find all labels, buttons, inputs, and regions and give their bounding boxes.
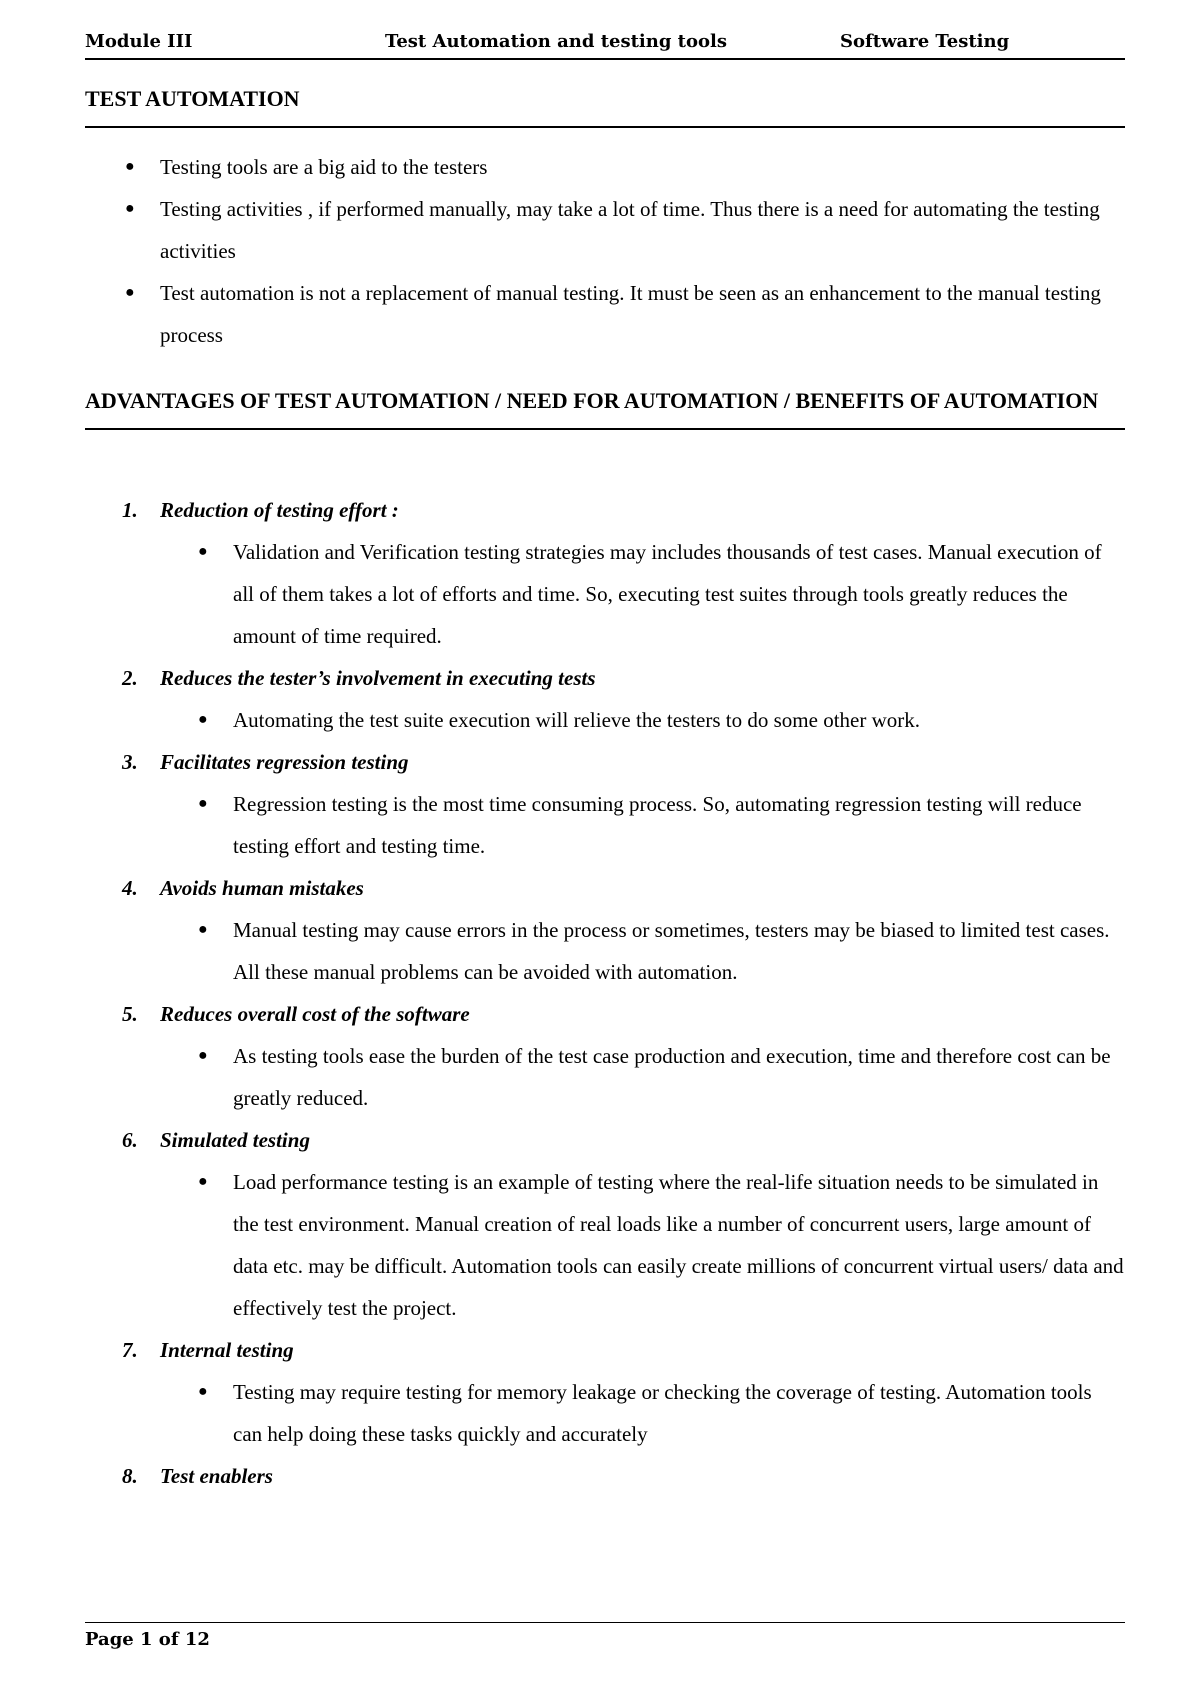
bullet-text: Manual testing may cause errors in the process or sometimes, testers may be biased to limited test cases. All these manual problems can be avoided with automation. <box>233 918 1110 984</box>
advantage-number: 4. <box>122 876 138 900</box>
list-item <box>85 146 1125 188</box>
advantage-heading <box>85 657 1125 699</box>
page-footer <box>85 1622 1125 1650</box>
advantage-title: Avoids human mistakes <box>160 876 364 900</box>
intro-bullet-list <box>85 146 1125 356</box>
advantage-heading <box>85 1119 1125 1161</box>
bullet-text: As testing tools ease the burden of the test case production and execution, time and therefore cost can be greatly reduced. <box>233 1044 1111 1110</box>
list-item <box>85 783 1125 867</box>
bullet-text: Testing tools are a big aid to the testers <box>160 155 488 179</box>
section-title-advantages: ADVANTAGES OF TEST AUTOMATION / NEED FOR AUTOMATION / BENEFITS OF AUTOMATION <box>85 380 1125 430</box>
header-module: Module III <box>85 31 193 52</box>
bullet-text: Testing activities , if performed manually, may take a lot of time. Thus there is a need for automating the testing activities <box>160 197 1100 263</box>
advantage-title: Facilitates regression testing <box>160 750 409 774</box>
bullet-icon: ● <box>198 795 208 812</box>
page-header <box>85 28 1125 60</box>
bullet-text: Automating the test suite execution will relieve the testers to do some other work. <box>233 708 921 732</box>
advantage-bullets <box>85 783 1125 867</box>
advantage-bullets <box>85 1371 1125 1455</box>
bullet-icon: ● <box>198 1047 208 1064</box>
page-number: Page 1 of 12 <box>85 1629 210 1650</box>
advantage-heading <box>85 489 1125 531</box>
bullet-icon: ● <box>125 284 135 301</box>
bullet-icon: ● <box>198 1173 208 1190</box>
header-topic: Test Automation and testing tools <box>385 31 727 52</box>
list-item <box>85 1371 1125 1455</box>
advantage-heading <box>85 867 1125 909</box>
bullet-icon: ● <box>125 200 135 217</box>
bullet-text: Testing may require testing for memory leakage or checking the coverage of testing. Automation tools can help doing these tasks quickly and accurately <box>233 1380 1092 1446</box>
advantage-number: 7. <box>122 1338 138 1362</box>
advantage-item <box>85 993 1125 1119</box>
advantage-number: 2. <box>122 666 138 690</box>
bullet-text: Validation and Verification testing strategies may includes thousands of test cases. Manual execution of all of them takes a lot of efforts and time. So, executing test suites through tools greatly reduces the amount of time required. <box>233 540 1102 648</box>
advantage-item <box>85 657 1125 741</box>
advantage-number: 1. <box>122 498 138 522</box>
list-item <box>85 1161 1125 1329</box>
list-item <box>85 531 1125 657</box>
advantage-item <box>85 1119 1125 1329</box>
list-item <box>85 699 1125 741</box>
advantage-item <box>85 867 1125 993</box>
advantage-bullets <box>85 1161 1125 1329</box>
advantage-heading <box>85 993 1125 1035</box>
advantage-heading <box>85 1455 1125 1497</box>
advantage-number: 6. <box>122 1128 138 1152</box>
bullet-text: Regression testing is the most time consuming process. So, automating regression testing will reduce testing effort and testing time. <box>233 792 1082 858</box>
advantage-heading <box>85 741 1125 783</box>
bullet-icon: ● <box>198 921 208 938</box>
list-item <box>85 272 1125 356</box>
list-item <box>85 188 1125 272</box>
bullet-icon: ● <box>198 711 208 728</box>
advantage-title: Reduces overall cost of the software <box>160 1002 470 1026</box>
advantage-item <box>85 1329 1125 1455</box>
bullet-text: Load performance testing is an example of testing where the real-life situation needs to be simulated in the test environment. Manual creation of real loads like a number of concurrent users, large amount of data etc. may be difficult. Automation tools can easily create millions of concurrent virtual users/ data and effectively test the project. <box>233 1170 1124 1320</box>
advantage-number: 3. <box>122 750 138 774</box>
advantage-title: Reduction of testing effort : <box>160 498 399 522</box>
advantage-title: Test enablers <box>160 1464 273 1488</box>
list-item <box>85 909 1125 993</box>
advantage-bullets <box>85 909 1125 993</box>
advantage-number: 5. <box>122 1002 138 1026</box>
advantage-bullets <box>85 699 1125 741</box>
advantage-title: Reduces the tester’s involvement in executing tests <box>160 666 596 690</box>
list-item <box>85 1035 1125 1119</box>
advantage-item <box>85 741 1125 867</box>
bullet-icon: ● <box>125 158 135 175</box>
bullet-icon: ● <box>198 543 208 560</box>
advantage-item <box>85 489 1125 657</box>
advantage-bullets <box>85 1035 1125 1119</box>
advantage-title: Internal testing <box>160 1338 294 1362</box>
header-subject: Software Testing <box>840 31 1010 52</box>
advantage-heading <box>85 1329 1125 1371</box>
advantage-number: 8. <box>122 1464 138 1488</box>
advantage-item <box>85 1455 1125 1497</box>
bullet-icon: ● <box>198 1383 208 1400</box>
bullet-text: Test automation is not a replacement of manual testing. It must be seen as an enhancement to the manual testing process <box>160 281 1101 347</box>
section-title-test-automation: TEST AUTOMATION <box>85 78 1125 128</box>
advantage-bullets <box>85 531 1125 657</box>
advantage-title: Simulated testing <box>160 1128 310 1152</box>
advantages-list <box>85 489 1125 1497</box>
